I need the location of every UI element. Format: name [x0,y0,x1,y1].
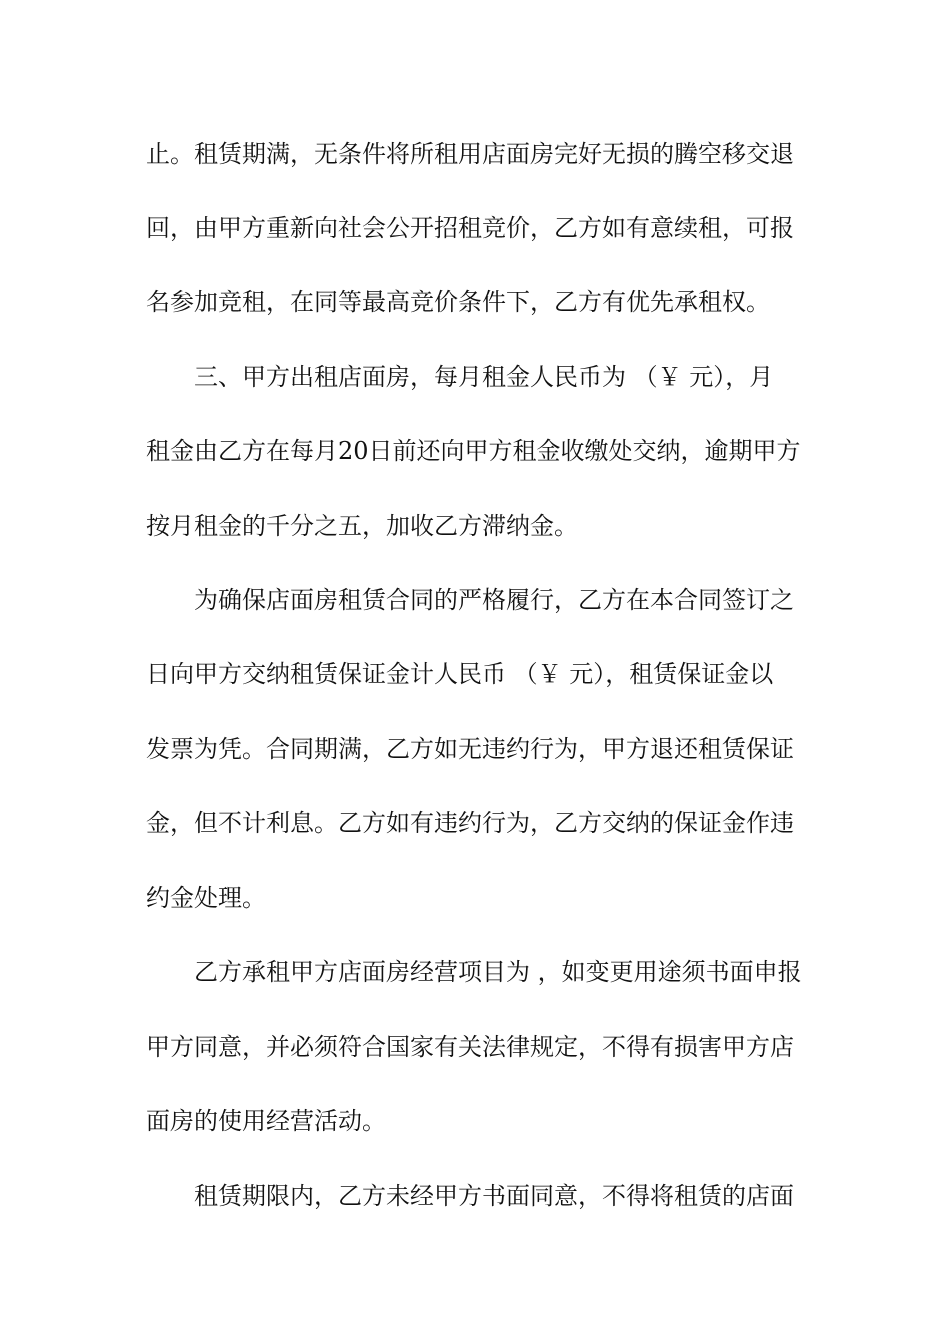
paragraph-start-line: 租赁期限内，乙方未经甲方书面同意，不得将租赁的店面 [194,1182,794,1210]
text-line: 租金由乙方在每月20日前还向甲方租金收缴处交纳，逾期甲方 [146,437,801,465]
text-line: 面房的使用经营活动。 [146,1107,386,1135]
text-line: 甲方同意，并必须符合国家有关法律规定，不得有损害甲方店 [146,1033,794,1061]
text-line: 日向甲方交纳租赁保证金计人民币 （￥ 元），租赁保证金以 [146,660,774,688]
paragraph-start-line: 为确保店面房租赁合同的严格履行，乙方在本合同签订之 [194,586,794,614]
text-line: 止。租赁期满，无条件将所租用店面房完好无损的腾空移交退 [146,140,794,168]
text-line: 回，由甲方重新向社会公开招租竞价，乙方如有意续租，可报 [146,214,794,242]
paragraph-start-line: 乙方承租甲方店面房经营项目为 ，如变更用途须书面申报 [194,958,802,986]
text-line: 约金处理。 [146,884,266,912]
text-line: 金，但不计利息。乙方如有违约行为，乙方交纳的保证金作违 [146,809,794,837]
text-line: 名参加竞租，在同等最高竞价条件下，乙方有优先承租权。 [146,288,770,316]
text-line: 发票为凭。合同期满，乙方如无违约行为，甲方退还租赁保证 [146,735,794,763]
text-line: 按月租金的千分之五，加收乙方滞纳金。 [146,512,578,540]
paragraph-start-line: 三、甲方出租店面房，每月租金人民币为 （￥ 元），月 [194,363,774,391]
